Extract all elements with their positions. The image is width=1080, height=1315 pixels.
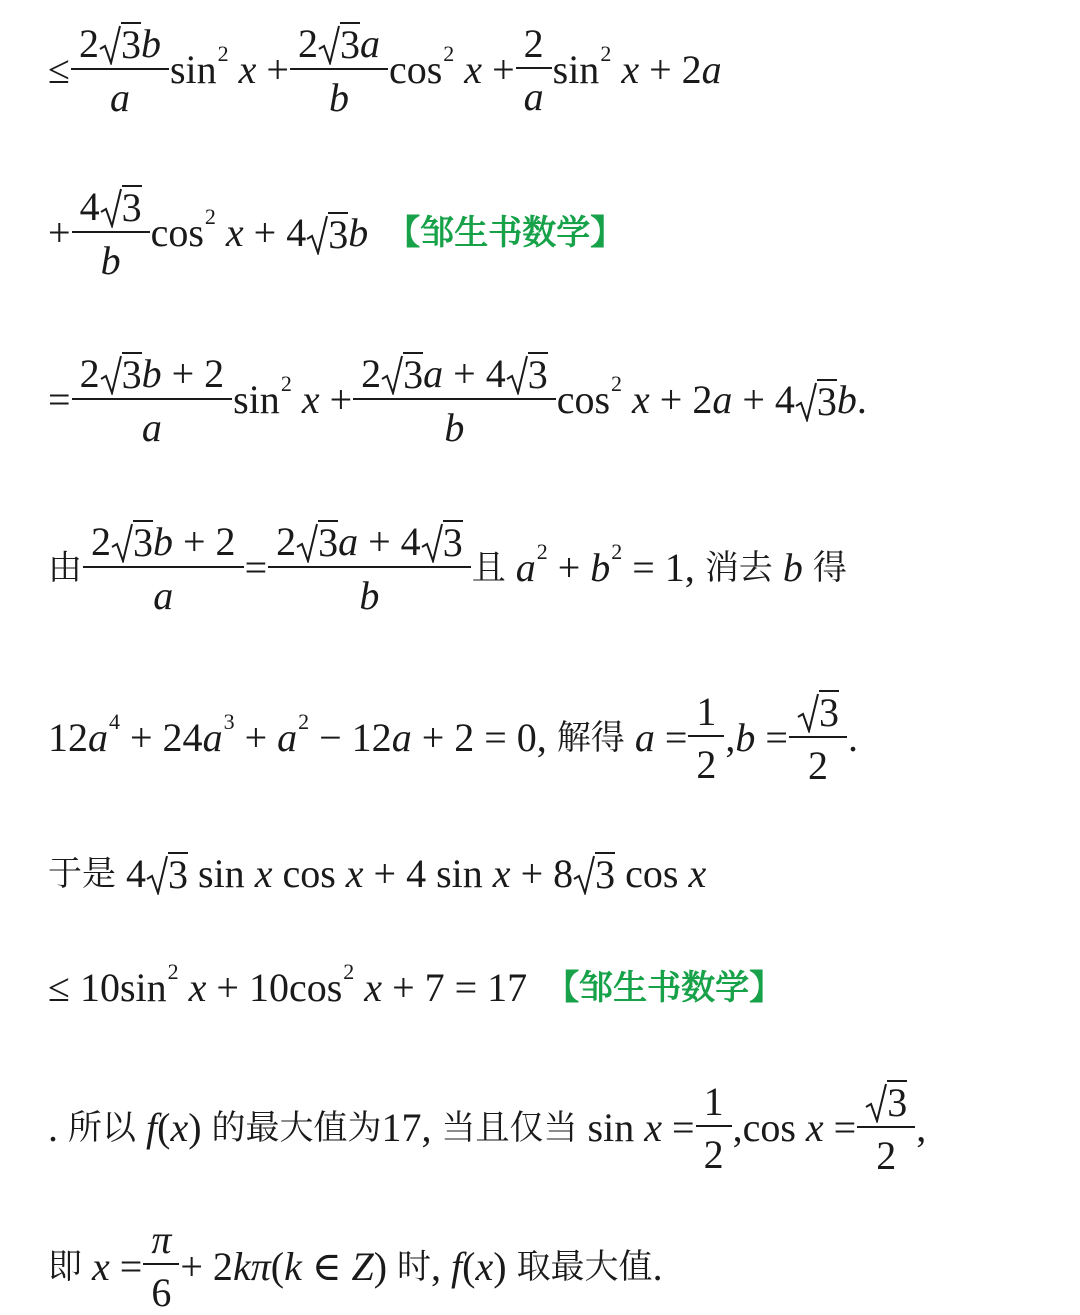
text-ji: 即	[48, 1246, 82, 1287]
text-qu-max: 取最大值	[516, 1246, 653, 1287]
text-jiede: 解得	[556, 718, 625, 758]
line-5: 12 a 4 + 24 a 3 + a 2 − 12 a + 2 = 0, 解得 a = $\frac{1}{2}$ , b = $\frac{3}{2}$ .	[48, 688, 858, 788]
max-value: 17	[381, 1105, 422, 1150]
fraction: $\frac{2}{a}$	[520, 24, 548, 117]
text-qie: 且	[471, 548, 506, 588]
text-max-value-is: 的最大值为	[211, 1108, 382, 1148]
brand-watermark: 【邹生书数学】	[386, 213, 625, 253]
fraction: 2 3 b a	[75, 22, 165, 118]
text-de: 得	[812, 548, 847, 588]
line-8: . 所以 f ( x ) 的最大值为 17 , 当且仅当 sin x = $\frac{1}{2}$ ,cos x = $\frac{3}{2}$ ,	[48, 1078, 927, 1178]
fraction: $\frac{3}{2}$	[861, 1080, 911, 1176]
line-3: = 2 3 b + 2 a sin 2 x + 2 3 a + 4 3 b cos 2 x + 2 a + 4 3 b .	[48, 350, 867, 450]
fraction: $\frac{1}{2}$	[700, 1082, 728, 1175]
line-9: 即 x = $\frac{\pi}{6}$ + 2 kπ ( k ∈ Z ) 时 , f ( x ) 取最大值 .	[48, 1217, 663, 1315]
fraction: 2 3 a + 4 3 b	[272, 520, 467, 616]
fraction: 2 3 b + 2 a	[76, 352, 229, 448]
text-suoyi: 所以	[68, 1108, 136, 1148]
text-dangqiejindang: 当且仅当	[441, 1108, 578, 1148]
text-shi: 时	[397, 1246, 432, 1287]
line-4: 由 2 3 b + 2 a = 2 3 a + 4 3 b 且 a 2 + b 2 = 1, 消去 b 得	[48, 518, 847, 618]
text-yushi: 于是	[48, 853, 116, 894]
fraction: 2 3 b + 2 a	[87, 520, 240, 616]
line-1: ≤ 2 3 b a sin 2 x + 2 3 a b cos 2 x + $\frac{2}{a}$ sin 2 x + 2 a	[48, 20, 722, 120]
line-2: + 4 3 b cos 2 x + 4 3 b 【邹生书数学】	[48, 183, 625, 283]
brand-watermark: 【邹生书数学】	[545, 968, 784, 1008]
fraction: $\frac{3}{2}$	[793, 690, 843, 786]
text-xiaoqu: 消去	[704, 548, 773, 588]
line-6: 于是 4 3 sin x cos x + 4 sin x + 8 3 cos x	[48, 850, 707, 897]
fraction: 2 3 a b	[294, 22, 384, 118]
fraction: $\frac{1}{2}$	[692, 692, 720, 785]
text-you: 由	[48, 548, 82, 588]
fraction: $\frac{\pi}{6}$	[147, 1220, 175, 1313]
fraction: 2 3 a + 4 3 b	[357, 352, 552, 448]
fraction: 4 3 b	[76, 185, 146, 281]
line-7: ≤ 10sin 2 x + 10cos 2 x + 7 = 17 【邹生书数学】	[48, 959, 784, 1010]
